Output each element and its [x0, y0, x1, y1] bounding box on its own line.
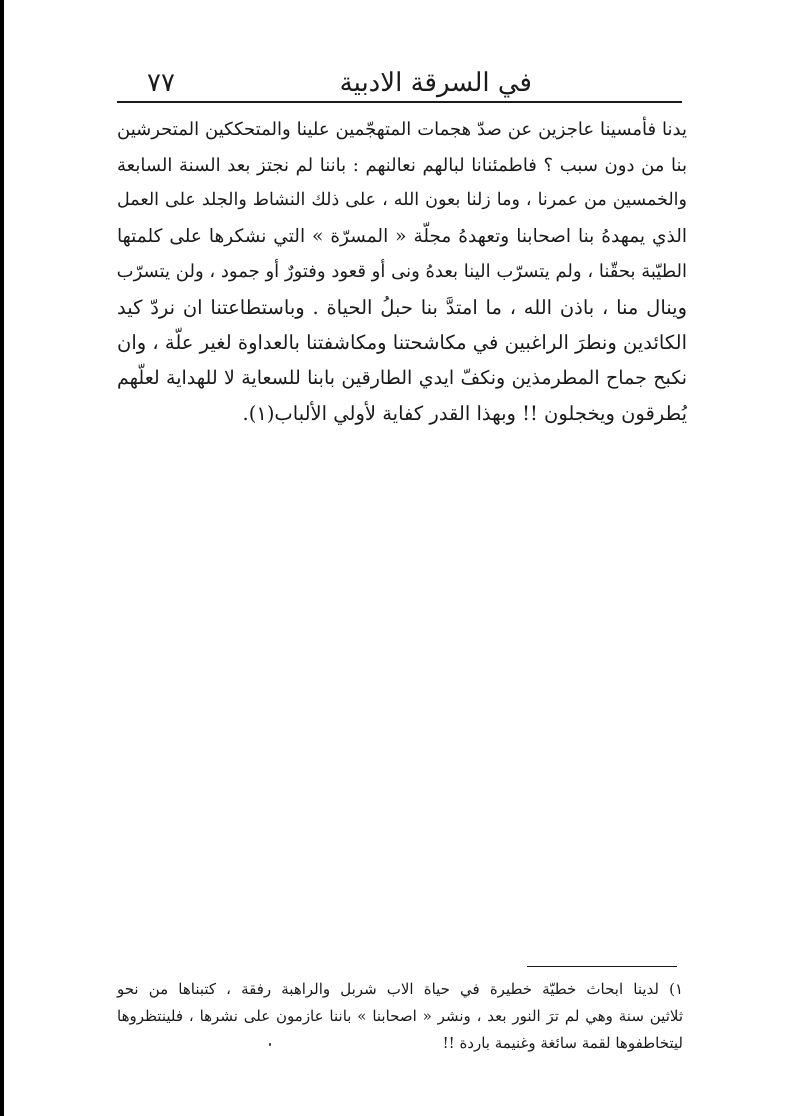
running-title: في السرقة الادبية [339, 68, 532, 98]
ink-speck [269, 1043, 271, 1046]
body-line: الذي يمهدهُ بنا اصحابنا وتعهدهُ مجلّة « المسرّة » التي نشكرها على كلمتها [117, 225, 687, 247]
scan-edge-mark [0, 0, 4, 1116]
page-header [117, 64, 682, 100]
footnote-line: ثلاثين سنة وهي لم ترَ النور بعد ، ونشر « اصحابنا » باننا عازمون على نشرها ، فلينتظروها [117, 1007, 683, 1025]
body-line: نكبح جماح المطرمذين ونكفّ ايدي الطارقين بابنا للسعاية لا للهداية لعلّهم [117, 366, 687, 389]
footnotes [117, 976, 683, 1057]
footnote-separator [527, 966, 677, 967]
page-number: ٧٧ [147, 68, 175, 98]
body-line: الكائدين ونطرَ الراغبين في مكاشحتنا ومكاشفتنا بالعداوة لغير علّة ، وان [117, 331, 687, 354]
body-line: يُطرقون ويخجلون !! وبهذا القدر كفاية لأولي الألباب(١). [242, 402, 687, 425]
body-line: يدنا فأمسينا عاجزين عن صدّ هجمات المتهجّمين علينا والمتحككين المتحرشين [117, 119, 687, 140]
body-text [117, 112, 687, 432]
body-line: الطيّبة بحقّنا ، ولم يتسرّب الينا بعدهُ ونى أو قعود وفتورٌ أو جمود ، ولن يتسرّب [116, 261, 687, 282]
footnote-line: ١) لدينا ابحاث خطيّة خطيرة في حياة الاب شربل والراهبة رفقة ، كتبناها من نحو [117, 980, 683, 998]
footnote-line: ليتخاطفوها لقمة سائغة وغنيمة باردة !! [442, 1034, 683, 1052]
body-line: وينال منا ، باذن الله ، ما امتدَّ بنا حبلُ الحياة . وباستطاعتنا ان نردّ كيد [117, 295, 687, 319]
body-line: والخمسين من عمرنا ، وما زلنا بعون الله ، على ذلك النشاط والجلد على العمل [117, 190, 687, 210]
body-line: بنا من دون سبب ؟ فاطمئنانا لبالهم نعالنهم : باننا لم نجتز بعد السنة السابعة [117, 154, 687, 176]
header-rule [117, 101, 682, 103]
